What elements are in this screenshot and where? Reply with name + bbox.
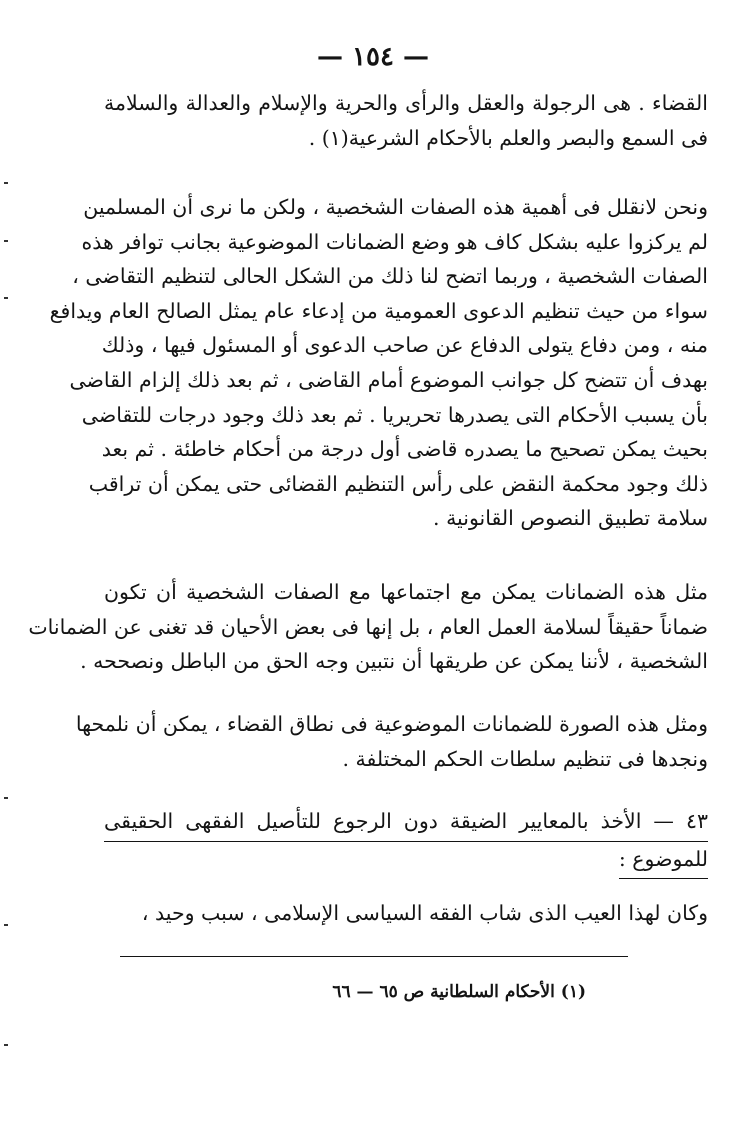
paragraph-line: لم يركزوا عليه بشكل كاف هو وضع الضمانات الموضوعية بجانب توافر هذه bbox=[81, 229, 708, 254]
scan-margin-mark bbox=[4, 297, 8, 299]
footnote-divider bbox=[120, 956, 628, 957]
scan-margin-mark bbox=[4, 240, 8, 242]
paragraph-line: بحيث يمكن تصحيح ما يصدره قاضى أول درجة من أحكام خاطئة . ثم بعد bbox=[101, 437, 708, 462]
paragraph-line: الشخصية ، لأننا يمكن عن طريقها أن نتبين وجه الحق من الباطل ونصححه . bbox=[80, 649, 708, 674]
paragraph-line: ذلك وجود محكمة النقض على رأس التنظيم القضائى حتى يمكن أن تراقب bbox=[88, 471, 708, 496]
footnote: (١) الأحكام السلطانية ص ٦٥ — ٦٦ bbox=[332, 982, 586, 1002]
section-heading bbox=[104, 804, 708, 879]
paragraph-line: وكان لهذا العيب الذى شاب الفقه السياسى الإسلامى ، سبب وحيد ، bbox=[141, 901, 708, 925]
page-number: — ١٥٤ — bbox=[316, 42, 430, 72]
paragraph-1 bbox=[104, 86, 708, 155]
paragraph-3 bbox=[28, 575, 708, 679]
section-heading-line-1: ٤٣ — الأخذ بالمعايير الضيقة دون الرجوع للتأصيل الفقهى الحقيقى bbox=[104, 804, 708, 842]
paragraph-line: مثل هذه الضمانات يمكن مع اجتماعها مع الصفات الشخصية أن تكون bbox=[104, 580, 708, 604]
paragraph-line: بأن يسبب الأحكام التى يصدرها تحريريا . ثم بعد ذلك وجود درجات للتقاضى bbox=[81, 402, 708, 427]
scan-margin-mark bbox=[4, 924, 8, 926]
paragraph-line: بهدف أن تتضح كل جوانب الموضوع أمام القاضى ، ثم بعد ذلك إلزام القاضى bbox=[69, 367, 708, 392]
paragraph-line: فى السمع والبصر والعلم بالأحكام الشرعية(١) . bbox=[308, 125, 708, 150]
paragraph-line: منه ، ومن دفاع يتولى الدفاع عن صاحب الدعوى أو المسئول فيها ، وذلك bbox=[101, 333, 708, 358]
paragraph-2 bbox=[49, 190, 708, 536]
scan-margin-mark bbox=[4, 182, 8, 184]
paragraph-line: سلامة تطبيق النصوص القانونية . bbox=[433, 506, 708, 531]
paragraph-5 bbox=[104, 896, 708, 931]
paragraph-line: ونجدها فى تنظيم سلطات الحكم المختلفة . bbox=[342, 746, 708, 771]
paragraph-line: ضماناً حقيقاً لسلامة العمل العام ، بل إنها فى بعض الأحيان قد تغنى عن الضمانات bbox=[28, 614, 708, 639]
paragraph-line: القضاء . هى الرجولة والعقل والرأى والحرية والإسلام والعدالة والسلامة bbox=[104, 91, 708, 115]
paragraph-4 bbox=[75, 707, 708, 776]
paragraph-line: ونحن لانقلل فى أهمية هذه الصفات الشخصية ، ولكن ما نرى أن المسلمين bbox=[83, 195, 708, 219]
paragraph-line: سواء من حيث تنظيم الدعوى العمومية من إدعاء عام يمثل الصالح العام ويدافع bbox=[49, 298, 708, 323]
section-heading-line-2: للموضوع : bbox=[619, 842, 708, 880]
paragraph-line: ومثل هذه الصورة للضمانات الموضوعية فى نطاق القضاء ، يمكن أن نلمحها bbox=[75, 712, 708, 736]
scan-margin-mark bbox=[4, 797, 8, 799]
scan-margin-mark bbox=[4, 1044, 8, 1046]
paragraph-line: الصفات الشخصية ، وربما اتضح لنا ذلك من الشكل الحالى لتنظيم التقاضى ، bbox=[72, 264, 708, 289]
